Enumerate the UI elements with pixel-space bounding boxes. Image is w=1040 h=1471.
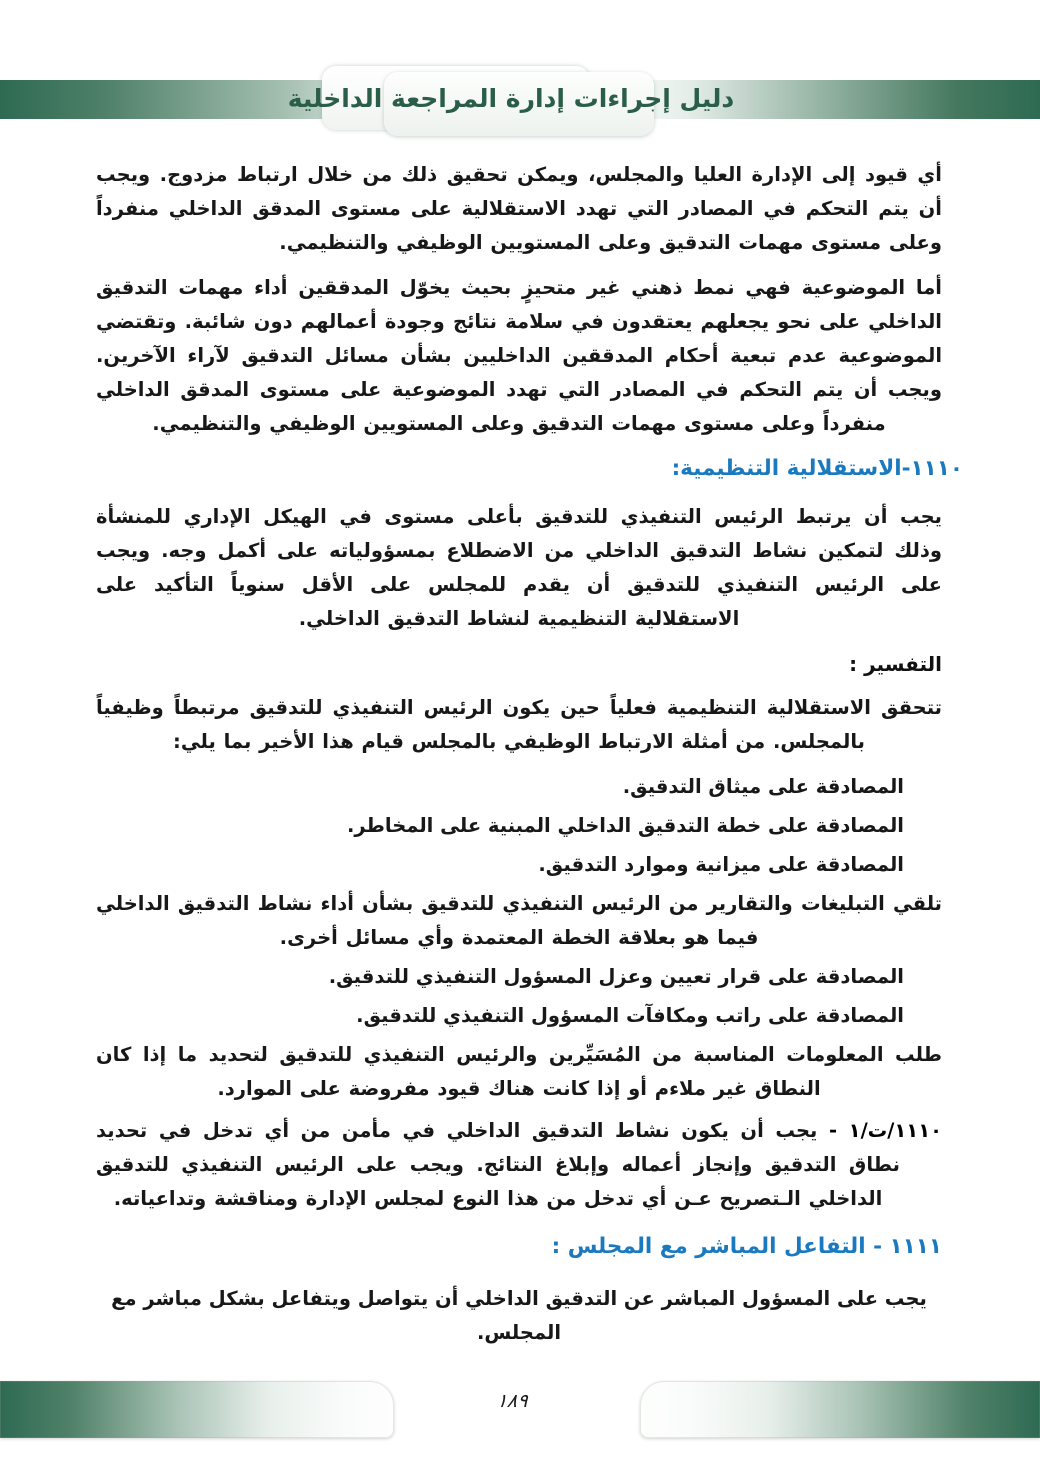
clause-number: ١١١٠/ت/١ - [817, 1119, 943, 1142]
list-item-risk-based-plan: المصادقة على خطة التدقيق الداخلي المبنية على المخاطر. [346, 814, 904, 837]
list-item-appointment-removal: المصادقة على قرار تعيين وعزل المسؤول التنفيذي للتدقيق. [328, 965, 904, 988]
paragraph-independence-continuation: أي قيود إلى الإدارة العليا والمجلس، ويمكن تحقيق ذلك من خلال ارتباط مزدوج. ويجب أن يتم التحكم في المصادر التي تهدد الاستقلالية على مستوى المدقق الداخلي منفرداً وعلى مستوى مهمات التدقيق وعلى المستويين الوظيفي والتنظيمي. [96, 163, 942, 254]
list-item-salary-remuneration: المصادقة على راتب ومكافآت المسؤول التنفيذي للتدقيق. [356, 1004, 904, 1027]
document-title: دليل إجراءات إدارة المراجعة الداخلية [287, 84, 735, 113]
page-number [0, 1390, 1024, 1412]
page-body [96, 158, 963, 1350]
clause-text: يجب أن يكون نشاط التدقيق الداخلي في مأمن من أي تدخل في تحديد نطاق التدقيق وإنجاز أعماله وإبلاغ النتائج. ويجب على الرئيس التنفيذي للتدقيق الداخلي الـتصريح عـن أي تدخل من هذا النوع لمجلس الإدارة ومناقشة وتداعياته. [96, 1119, 900, 1210]
list-item-requesting-information: طلب المعلومات المناسبة من المُسَيِّرين والرئيس التنفيذي للتدقيق لتحديد ما إذا كان النطاق غير ملاءم أو إذا كانت هناك قيود مفروضة على الموارد. [96, 1043, 942, 1100]
interpretation-label: التفسير : [849, 652, 942, 676]
list-item-audit-charter: المصادقة على ميثاق التدقيق. [622, 775, 904, 798]
clause-1110-t1 [96, 1114, 942, 1216]
paragraph-objectivity: أما الموضوعية فهي نمط ذهني غير متحيزٍ بحيث يخوّل المدققين أداء مهمات التدقيق الداخلي على نحو يجعلهم يعتقدون في سلامة نتائج وجودة أعمالهم دون شائبة. وتقتضي الموضوعية عدم تبعية أحكام المدققين الداخليين بشأن مسائل التدقيق لآراء الآخرين. ويجب أن يتم التحكم في المصادر التي تهدد الموضوعية على مستوى المدقق الداخلي منفرداً وعلى مستوى مهمات التدقيق وعلى المستويين الوظيفي والتنظيمي. [96, 276, 942, 435]
list-item-receiving-reports: تلقي التبليغات والتقارير من الرئيس التنفيذي للتدقيق بشأن أداء نشاط التدقيق الداخلي فيما هو بعلاقة الخطة المعتمدة وأي مسائل أخرى. [96, 892, 942, 949]
list-item-budget-resources: المصادقة على ميزانية وموارد التدقيق. [538, 853, 904, 876]
section-heading-1110: ١١١٠-الاستقلالية التنظيمية: [671, 456, 963, 481]
section-heading-1111: ١١١١ - التفاعل المباشر مع المجلس : [551, 1234, 942, 1259]
paragraph-1110-body: يجب أن يرتبط الرئيس التنفيذي للتدقيق بأعلى مستوى في الهيكل الإداري للمنشأة وذلك لتمكين نشاط التدقيق الداخلي من الاضطلاع بمسؤولياته على أكمل وجه. ويجب على الرئيس التنفيذي للتدقيق أن يقدم للمجلس على الأقل سنوياً التأكيد على الاستقلالية التنظيمية لنشاط التدقيق الداخلي. [96, 505, 942, 630]
page-number-value: ١٨٩ [495, 1390, 529, 1412]
paragraph-interpretation: تتحقق الاستقلالية التنظيمية فعلياً حين يكون الرئيس التنفيذي للتدقيق مرتبطاً وظيفياً بالمجلس. من أمثلة الارتباط الوظيفي بالمجلس قيام هذا الأخير بما يلي: [96, 696, 942, 753]
paragraph-1111: يجب على المسؤول المباشر عن التدقيق الداخلي أن يتواصل ويتفاعل بشكل مباشر مع المجلس. [111, 1287, 927, 1344]
